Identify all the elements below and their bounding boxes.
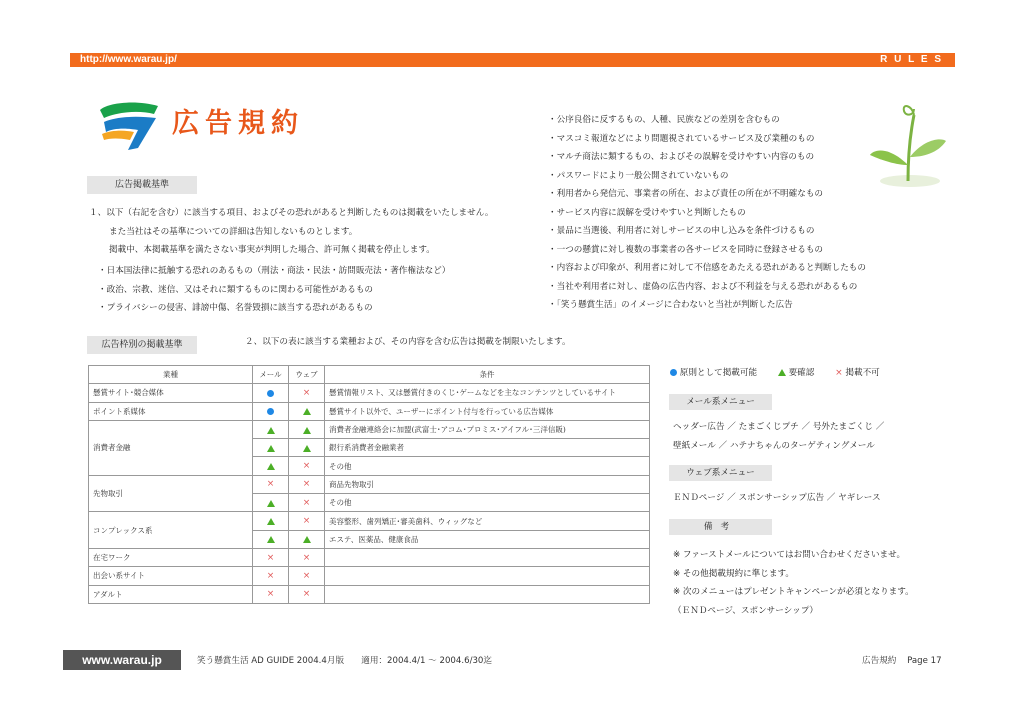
column-header-mail: メール [253, 366, 289, 384]
x-marker-icon: × [266, 570, 275, 581]
x-marker-icon: × [302, 479, 311, 490]
prohibited-item: ・マルチ商法に類するもの、およびその誤解を受けやすい内容のもの [548, 152, 815, 162]
triangle-marker-icon [267, 463, 275, 470]
web-status-cell [289, 530, 325, 548]
industry-cell: 出会い系サイト [89, 567, 253, 585]
prohibited-item: ・景品に当選後、利用者に対しサービスの申し込みを条件づけるもの [548, 226, 815, 236]
mail-status-cell [253, 585, 289, 603]
triangle-marker-icon [303, 536, 311, 543]
x-marker-icon: × [302, 387, 311, 398]
table-row [89, 567, 650, 585]
industry-cell: 消費者金融 [89, 420, 253, 475]
triangle-marker-icon [778, 369, 786, 376]
x-marker-icon: × [302, 570, 311, 581]
column-header-industry: 業種 [89, 366, 253, 384]
x-marker-icon: × [302, 516, 311, 527]
notes-line: （ＥＮＤページ、スポンサーシップ） [673, 605, 818, 616]
x-marker-icon: × [302, 461, 311, 472]
condition-cell: 消費者金融連絡会に加盟(武富士･アコム･プロミス･アイフル･三洋信販) [325, 420, 650, 438]
prohibited-item: ・当社や利用者に対し、虚偽の広告内容、および不利益を与える恐れがあるもの [548, 281, 858, 292]
legend [670, 366, 898, 378]
prohibited-list [548, 111, 866, 315]
criteria-bullet: ・日本国法律に抵触する恐れのあるもの（刑法・商法・民法・訪問販売法・著作権法など） [98, 266, 451, 276]
legend-x-label: 掲載不可 [845, 368, 880, 378]
page-title: 広告規約 [172, 108, 304, 139]
page-number: Page 17 [907, 656, 942, 666]
mail-menu-label: メール系メニュー [669, 394, 772, 410]
prohibited-item: ・パスワードにより一般公開されていないもの [548, 170, 729, 181]
circle-marker-icon [267, 408, 274, 415]
x-marker-icon: × [835, 368, 843, 378]
x-marker-icon: × [266, 552, 275, 563]
x-marker-icon: × [266, 589, 275, 600]
web-status-cell [289, 439, 325, 457]
footer-site-link[interactable]: www.warau.jp [63, 650, 181, 670]
mail-status-cell [253, 494, 289, 512]
web-menu-text [673, 489, 881, 508]
industry-cell: 懸賞サイト･競合媒体 [89, 384, 253, 402]
table-row [89, 402, 650, 420]
mail-status-cell [253, 567, 289, 585]
table-row [89, 420, 650, 438]
table-section-label: 広告枠別の掲載基準 [87, 336, 197, 354]
condition-cell: 懸賞情報リスト、又は懸賞付きのくじ･ゲームなどを主なコンテンツとしているサイト [325, 384, 650, 402]
column-header-condition: 条件 [325, 366, 650, 384]
legend-triangle-label: 要確認 [788, 368, 815, 378]
industry-cell: ポイント系媒体 [89, 402, 253, 420]
circle-marker-icon [670, 369, 677, 376]
web-menu-label: ウェブ系メニュー [669, 465, 772, 481]
prohibited-item: ・利用者から発信元、事業者の所在、および責任の所在が不明確なもの [548, 189, 824, 199]
table-row [89, 475, 650, 493]
criteria-bullet-list [98, 262, 450, 318]
condition-cell: 懸賞サイト以外で、ユーザーにポイント付与を行っている広告媒体 [325, 402, 650, 420]
mail-menu-text [673, 418, 884, 455]
triangle-marker-icon [303, 445, 311, 452]
condition-cell [325, 567, 650, 585]
triangle-marker-icon [267, 427, 275, 434]
condition-cell: 銀行系消費者金融業者 [325, 439, 650, 457]
column-header-web: ウェブ [289, 366, 325, 384]
prohibited-item: ・公序良俗に反するもの、人種、民族などの差別を含むもの [548, 115, 780, 125]
header-section-label: R U L E S [880, 54, 943, 65]
web-status-cell [289, 420, 325, 438]
header-url-link[interactable]: http://www.warau.jp/ [80, 54, 177, 65]
criteria-text [89, 204, 493, 260]
criteria-line: 掲載中、本掲載基準を満たさない事実が判明した場合、許可無く掲載を停止します。 [109, 245, 435, 255]
condition-cell: その他 [325, 457, 650, 475]
criteria-section-label: 広告掲載基準 [87, 176, 197, 194]
triangle-marker-icon [267, 518, 275, 525]
table-intro-text: ２、以下の表に該当する業種および、その内容を含む広告は掲載を制限いたします。 [245, 337, 571, 347]
web-menu-line: ＥＮＤページ ／ スポンサーシップ広告 ／ ヤギレース [673, 493, 881, 503]
web-status-cell [289, 494, 325, 512]
prohibited-item: ・内容および印象が、利用者に対して不信感をあたえる恐れがあると判断したもの [548, 263, 866, 273]
prohibited-item: ・一つの懸賞に対し複数の事業者の各サービスを同時に登録させるもの [548, 244, 824, 255]
mail-status-cell [253, 548, 289, 566]
web-status-cell [289, 585, 325, 603]
rules-table [88, 365, 650, 604]
criteria-line: １、以下（右記を含む）に該当する項目、およびその恐れがあると判断したものは掲載をいたしません。 [89, 208, 494, 218]
industry-cell: アダルト [89, 585, 253, 603]
triangle-marker-icon [267, 445, 275, 452]
notes-line: ※ その他掲載規約に準じます。 [673, 568, 794, 579]
triangle-marker-icon [303, 408, 311, 415]
mail-status-cell [253, 420, 289, 438]
web-status-cell [289, 548, 325, 566]
table-row [89, 585, 650, 603]
triangle-marker-icon [303, 427, 311, 434]
notes-text [673, 546, 914, 620]
web-status-cell [289, 475, 325, 493]
brand-logo-icon [98, 100, 160, 152]
web-status-cell [289, 512, 325, 530]
x-marker-icon: × [266, 479, 275, 490]
mail-status-cell [253, 384, 289, 402]
condition-cell: エステ、医薬品、健康食品 [325, 530, 650, 548]
mail-menu-line: 壁紙メール ／ ハテナちゃんのターゲティングメール [673, 440, 875, 451]
x-marker-icon: × [302, 552, 311, 563]
table-row [89, 512, 650, 530]
prohibited-item: ・マスコミ報道などにより問題視されているサービス及び業種のもの [548, 133, 815, 144]
top-bar [70, 53, 955, 67]
criteria-bullet: ・政治、宗教、迷信、又はそれに類するものに関わる可能性があるもの [98, 284, 374, 295]
industry-cell: 在宅ワーク [89, 548, 253, 566]
mail-status-cell [253, 530, 289, 548]
web-status-cell [289, 402, 325, 420]
web-status-cell [289, 567, 325, 585]
mail-status-cell [253, 457, 289, 475]
mail-menu-line: ヘッダー広告 ／ たまごくじプチ ／ 号外たまごくじ ／ [673, 422, 885, 432]
criteria-line: また当社はその基準についての詳細は告知しないものとします。 [109, 226, 358, 237]
prohibited-item: ・サービス内容に誤解を受けやすいと判断したもの [548, 207, 746, 218]
notes-line: ※ ファーストメールについてはお問い合わせくださいませ。 [673, 550, 906, 560]
footer-guide-text: 笑う懸賞生活 AD GUIDE 2004.4月版 適用：2004.4/1 〜 2004.6/30迄 [197, 656, 492, 666]
condition-cell: 商品先物取引 [325, 475, 650, 493]
condition-cell [325, 585, 650, 603]
table-header-row [89, 366, 650, 384]
mail-status-cell [253, 402, 289, 420]
prohibited-item: ・「笑う懸賞生活」のイメージに合わないと当社が判断した広告 [548, 300, 793, 310]
mail-status-cell [253, 439, 289, 457]
criteria-bullet: ・プライバシーの侵害、誹謗中傷、名誉毀損に該当する恐れがあるもの [98, 303, 373, 313]
notes-line: ※ 次のメニューはプレゼントキャンペーンが必須となります。 [673, 587, 914, 597]
web-status-cell [289, 457, 325, 475]
industry-cell: コンプレックス系 [89, 512, 253, 549]
condition-cell: その他 [325, 494, 650, 512]
footer-page-info [854, 654, 942, 666]
x-marker-icon: × [302, 497, 311, 508]
web-status-cell [289, 384, 325, 402]
table-row [89, 384, 650, 402]
x-marker-icon: × [302, 589, 311, 600]
circle-marker-icon [267, 390, 274, 397]
table-row [89, 548, 650, 566]
legend-circle-label: 原則として掲載可能 [679, 368, 758, 378]
mail-status-cell [253, 475, 289, 493]
condition-cell [325, 548, 650, 566]
mail-status-cell [253, 512, 289, 530]
notes-label: 備考 [669, 519, 772, 535]
triangle-marker-icon [267, 500, 275, 507]
sprout-icon [868, 95, 948, 190]
industry-cell: 先物取引 [89, 475, 253, 512]
condition-cell: 美容整形、歯列矯正･審美歯科、ウィッグなど [325, 512, 650, 530]
triangle-marker-icon [267, 536, 275, 543]
footer-section: 広告規約 [862, 656, 897, 666]
